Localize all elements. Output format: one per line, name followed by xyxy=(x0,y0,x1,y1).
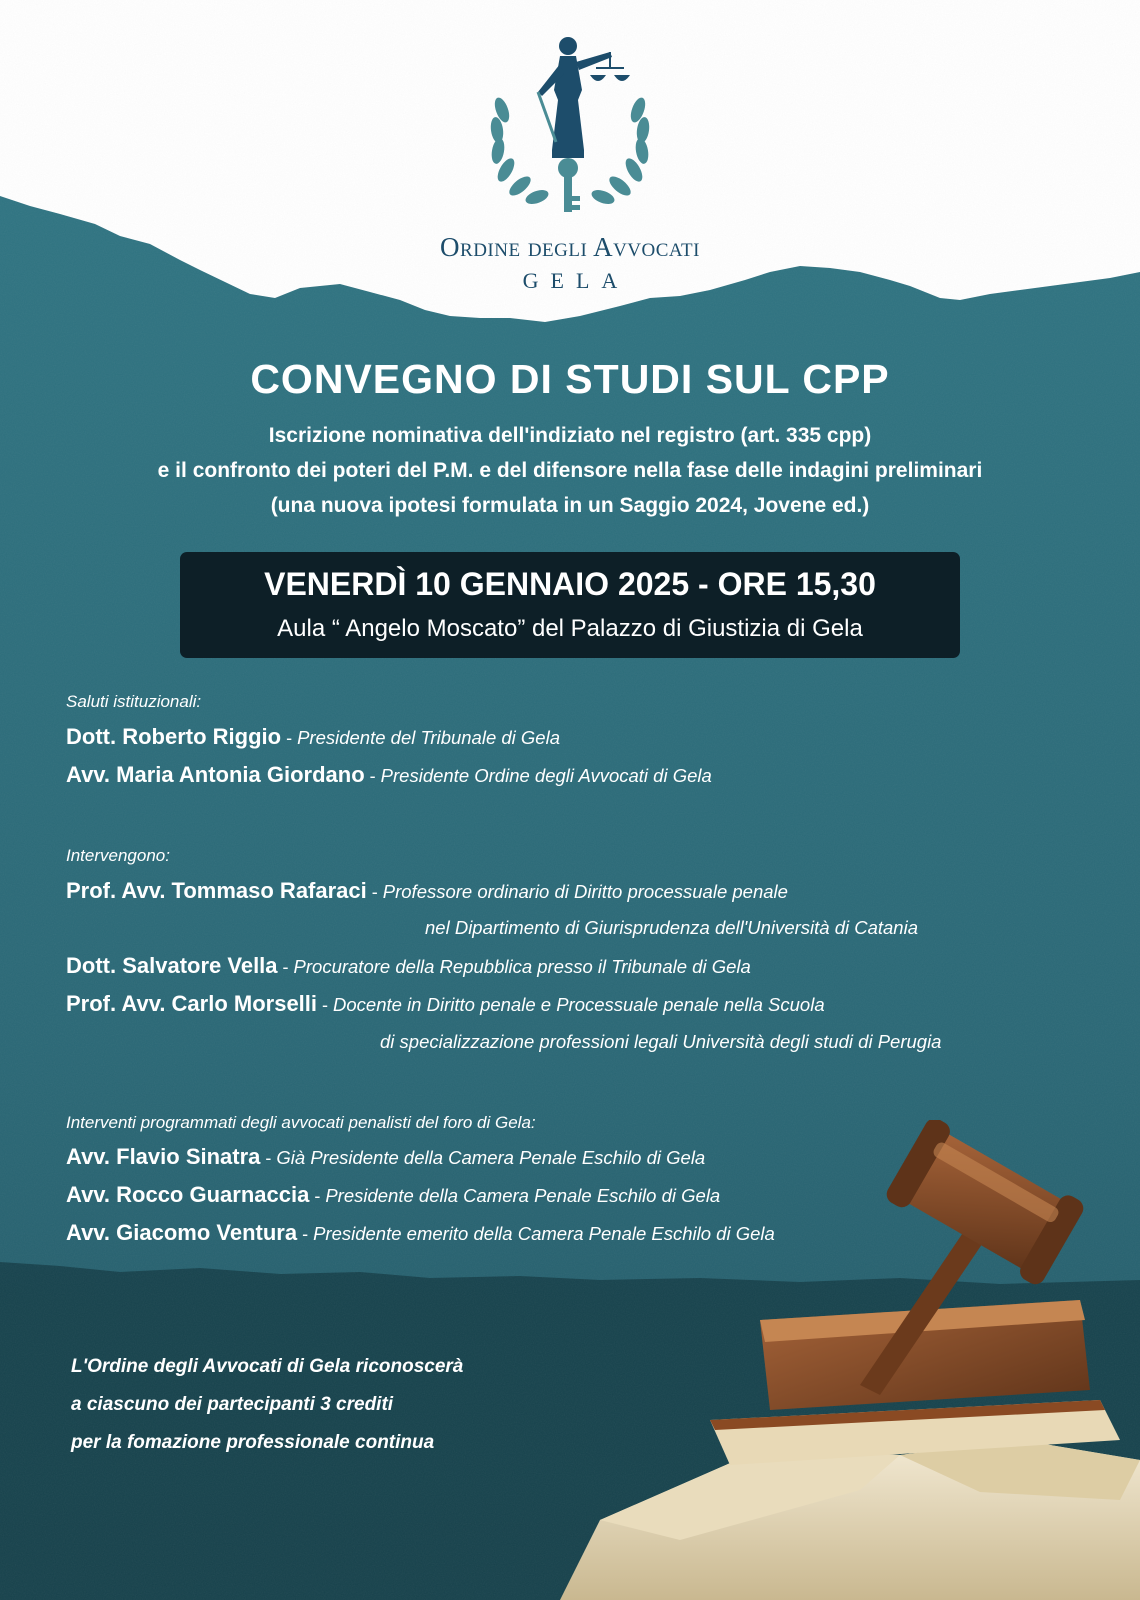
credits-line: per la fomazione professionale continua xyxy=(71,1432,435,1453)
person-name: Dott. Salvatore Vella xyxy=(66,953,278,978)
scheduled-person: Avv. Giacomo Ventura - Presidente emerito della Camera Penale Eschilo di Gela xyxy=(66,1220,775,1245)
person-role: Presidente del Tribunale di Gela xyxy=(297,727,560,748)
person-name: Avv. Rocco Guarnaccia xyxy=(66,1182,310,1207)
person-name: Prof. Avv. Carlo Morselli xyxy=(66,991,318,1016)
person-name: Dott. Roberto Riggio xyxy=(66,724,282,749)
person-name: Avv. Giacomo Ventura xyxy=(66,1220,298,1245)
person-role-continued: di specializzazione professioni legali Università degli studi di Perugia xyxy=(380,1031,942,1052)
speakers-label: Intervengono: xyxy=(66,846,170,865)
person-name: Avv. Flavio Sinatra xyxy=(66,1144,261,1169)
person-name: Avv. Maria Antonia Giordano xyxy=(66,762,365,787)
event-subtitle-line: Iscrizione nominativa dell'indiziato nel registro (art. 335 cpp) xyxy=(268,424,872,447)
event-subtitle-line: e il confronto dei poteri del P.M. e del difensore nella fase delle indagini preliminari xyxy=(157,459,983,482)
gavel-head xyxy=(883,1120,1087,1288)
person-role: Presidente della Camera Penale Eschilo di Gela xyxy=(325,1185,721,1206)
org-city: GELA xyxy=(522,268,630,293)
greeting-person: Avv. Maria Antonia Giordano - Presidente Ordine degli Avvocati di Gela xyxy=(66,762,712,787)
credits-line: L'Ordine degli Avvocati di Gela riconoscerà xyxy=(71,1356,464,1377)
person-role: Procuratore della Repubblica presso il Tribunale di Gela xyxy=(293,956,751,977)
event-title: CONVEGNO DI STUDI SUL CPP xyxy=(250,356,890,402)
event-date-time: VENERDÌ 10 GENNAIO 2025 - ORE 15,30 xyxy=(264,566,876,602)
scheduled-label: Interventi programmati degli avvocati penalisti del foro di Gela: xyxy=(66,1113,536,1132)
speaker-person: Dott. Salvatore Vella - Procuratore della Repubblica presso il Tribunale di Gela xyxy=(66,953,751,978)
person-role: Docente in Diritto penale e Processuale penale nella Scuola xyxy=(333,994,825,1015)
event-venue: Aula “ Angelo Moscato” del Palazzo di Giustizia di Gela xyxy=(277,615,863,642)
gavel-on-books-icon xyxy=(560,1120,1140,1600)
person-name: Prof. Avv. Tommaso Rafaraci xyxy=(66,878,367,903)
person-role: Già Presidente della Camera Penale Eschilo di Gela xyxy=(276,1147,706,1168)
person-role: Presidente Ordine degli Avvocati di Gela xyxy=(380,765,712,786)
justice-figure xyxy=(538,37,612,158)
greeting-person: Dott. Roberto Riggio - Presidente del Tribunale di Gela xyxy=(66,724,560,749)
person-role: Professore ordinario di Diritto processuale penale xyxy=(382,881,788,902)
speaker-person: Prof. Avv. Tommaso Rafaraci - Professore ordinario di Diritto processuale penale xyxy=(66,878,788,903)
person-role: Presidente emerito della Camera Penale Eschilo di Gela xyxy=(313,1223,775,1244)
credits-line: a ciascuno dei partecipanti 3 crediti xyxy=(71,1394,394,1415)
org-name: Ordine degli Avvocati xyxy=(440,232,700,262)
scheduled-person: Avv. Rocco Guarnaccia - Presidente della Camera Penale Eschilo di Gela xyxy=(66,1182,721,1207)
key xyxy=(558,158,580,212)
speaker-person: Prof. Avv. Carlo Morselli - Docente in Diritto penale e Processuale penale nella Scuola xyxy=(66,991,825,1016)
sword xyxy=(538,92,556,142)
date-venue-box xyxy=(180,552,960,658)
greetings-label: Saluti istituzionali: xyxy=(66,692,202,711)
person-role-continued: nel Dipartimento di Giurisprudenza dell'Università di Catania xyxy=(425,917,918,938)
scheduled-person: Avv. Flavio Sinatra - Già Presidente della Camera Penale Eschilo di Gela xyxy=(66,1144,706,1169)
event-subtitle-line: (una nuova ipotesi formulata in un Saggio 2024, Jovene ed.) xyxy=(270,494,870,517)
justice-statue-laurel-icon xyxy=(480,30,660,220)
